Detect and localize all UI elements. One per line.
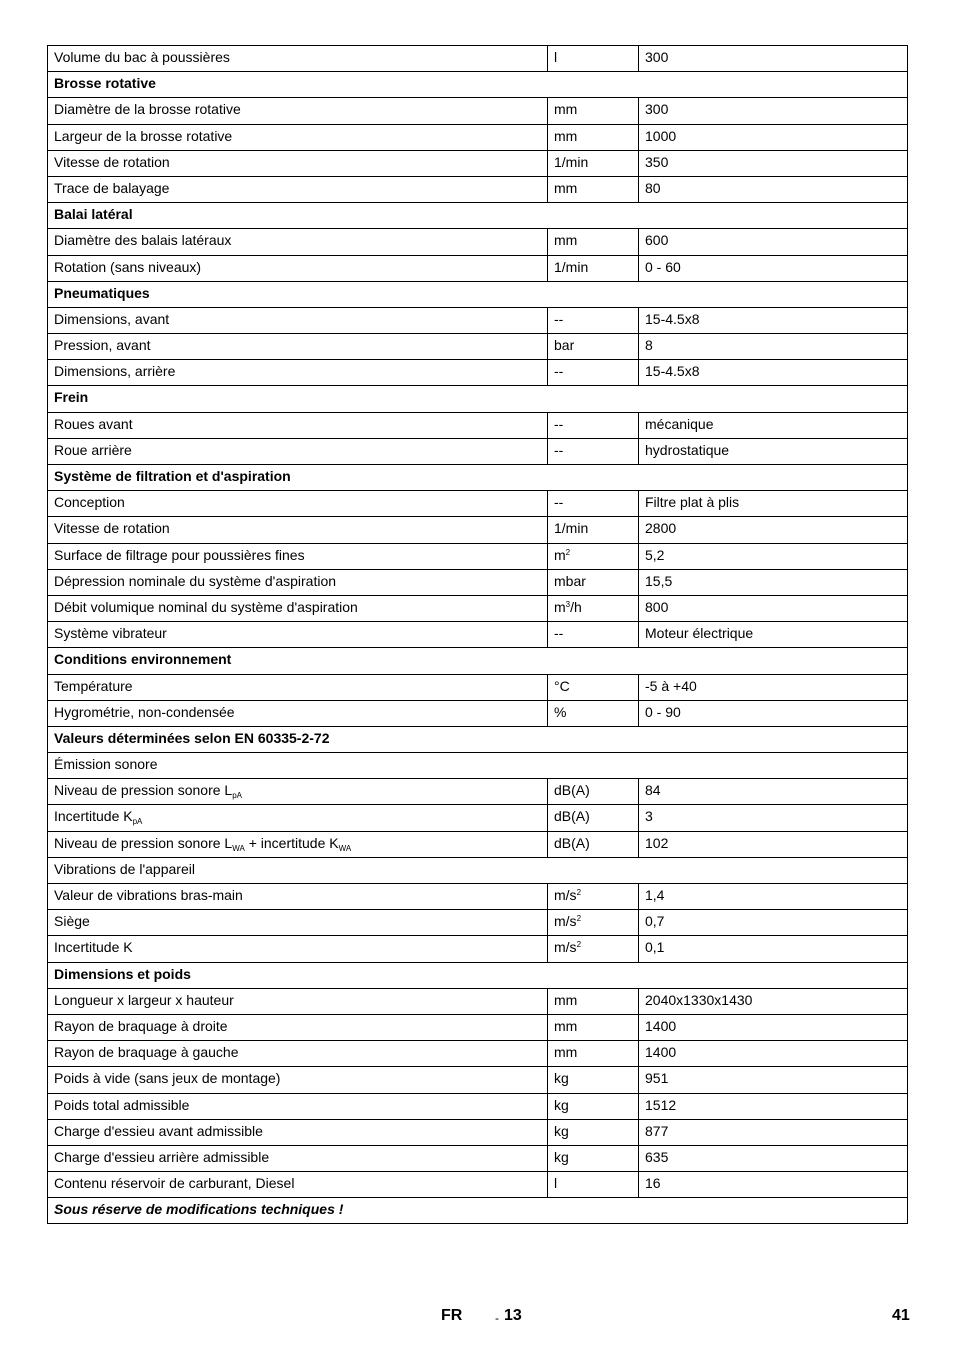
table-row bbox=[48, 1093, 908, 1119]
section-row bbox=[48, 281, 908, 307]
row-unit-text: dB(A) bbox=[554, 808, 590, 825]
row-unit-text: mm bbox=[554, 101, 578, 118]
row-unit-text: mm bbox=[554, 127, 578, 144]
row-label-text: Incertitude K bbox=[54, 939, 133, 956]
row-label-text: Charge d'essieu avant admissible bbox=[54, 1122, 263, 1139]
row-label bbox=[48, 150, 548, 176]
section-title: Système de filtration et d'aspiration bbox=[48, 465, 908, 491]
row-value: 300 bbox=[639, 98, 908, 124]
row-unit bbox=[548, 124, 639, 150]
table-row bbox=[48, 438, 908, 464]
row-unit-text: l bbox=[554, 49, 558, 65]
table-row bbox=[48, 595, 908, 621]
section-title: Valeurs déterminées selon EN 60335-2-72 bbox=[48, 726, 908, 752]
row-value: 102 bbox=[639, 831, 908, 857]
subsection-row bbox=[48, 753, 908, 779]
row-label bbox=[48, 622, 548, 648]
row-label-text: Température bbox=[54, 677, 133, 694]
row-value: 300 bbox=[639, 46, 908, 72]
row-label bbox=[48, 307, 548, 333]
row-unit-text: mm bbox=[554, 1017, 578, 1034]
footer-page-number: 13 bbox=[504, 1307, 522, 1324]
row-unit-text: mm bbox=[554, 991, 578, 1008]
row-unit-text: -- bbox=[554, 441, 564, 458]
row-unit bbox=[548, 412, 639, 438]
row-unit bbox=[548, 360, 639, 386]
subsection-title: Vibrations de l'appareil bbox=[48, 857, 908, 883]
row-label bbox=[48, 936, 548, 962]
row-label bbox=[48, 569, 548, 595]
row-label bbox=[48, 46, 548, 72]
table-row bbox=[48, 360, 908, 386]
table-row bbox=[48, 700, 908, 726]
table-row bbox=[48, 491, 908, 517]
row-label bbox=[48, 412, 548, 438]
row-value: 635 bbox=[639, 1145, 908, 1171]
row-unit-text: mm bbox=[554, 179, 578, 196]
section-title: Balai latéral bbox=[48, 203, 908, 229]
row-unit bbox=[548, 936, 639, 962]
table-row bbox=[48, 1119, 908, 1145]
table-row bbox=[48, 884, 908, 910]
row-unit bbox=[548, 674, 639, 700]
row-label bbox=[48, 1093, 548, 1119]
table-row bbox=[48, 412, 908, 438]
table-row bbox=[48, 1067, 908, 1093]
row-label-text: Poids total admissible bbox=[54, 1096, 190, 1113]
row-value: 15,5 bbox=[639, 569, 908, 595]
note-title: Sous réserve de modifications techniques ! bbox=[48, 1198, 908, 1224]
section-title: Dimensions et poids bbox=[48, 962, 908, 988]
row-value: 2040x1330x1430 bbox=[639, 988, 908, 1014]
row-label bbox=[48, 491, 548, 517]
row-unit bbox=[548, 1041, 639, 1067]
row-label bbox=[48, 910, 548, 936]
row-label-subscript: pA bbox=[232, 791, 243, 801]
table-row bbox=[48, 936, 908, 962]
table-row bbox=[48, 307, 908, 333]
row-unit bbox=[548, 569, 639, 595]
row-unit-text: -- bbox=[554, 310, 564, 327]
row-label-text: Conception bbox=[54, 494, 125, 511]
table-row bbox=[48, 805, 908, 831]
row-label-text: Incertitude K bbox=[54, 808, 133, 825]
subsection-title: Émission sonore bbox=[48, 753, 908, 779]
row-value: 0,1 bbox=[639, 936, 908, 962]
footer-total-page-number: 41 bbox=[892, 1307, 910, 1324]
row-label bbox=[48, 779, 548, 805]
row-unit-text: % bbox=[554, 703, 567, 720]
row-value: 1400 bbox=[639, 1014, 908, 1040]
row-unit bbox=[548, 517, 639, 543]
row-label bbox=[48, 831, 548, 857]
row-value: 3 bbox=[639, 805, 908, 831]
row-unit bbox=[548, 1145, 639, 1171]
row-label bbox=[48, 1172, 548, 1198]
row-unit-superscript: 2 bbox=[576, 940, 582, 950]
table-row bbox=[48, 543, 908, 569]
row-value: 84 bbox=[639, 779, 908, 805]
row-label bbox=[48, 334, 548, 360]
row-label bbox=[48, 124, 548, 150]
row-unit-superscript: 2 bbox=[565, 547, 571, 557]
section-title: Conditions environnement bbox=[48, 648, 908, 674]
row-value: 350 bbox=[639, 150, 908, 176]
row-label-subscript: WA bbox=[232, 843, 245, 853]
row-unit bbox=[548, 884, 639, 910]
section-row bbox=[48, 203, 908, 229]
row-label-text: Diamètre des balais latéraux bbox=[54, 232, 232, 249]
row-unit bbox=[548, 805, 639, 831]
row-label-text: Charge d'essieu arrière admissible bbox=[54, 1148, 270, 1165]
row-label bbox=[48, 98, 548, 124]
row-unit-superscript: 2 bbox=[576, 914, 582, 924]
table-row bbox=[48, 1014, 908, 1040]
row-label-text: Vitesse de rotation bbox=[54, 520, 170, 537]
row-label bbox=[48, 543, 548, 569]
row-unit bbox=[548, 1067, 639, 1093]
row-label bbox=[48, 255, 548, 281]
row-value: 15-4.5x8 bbox=[639, 307, 908, 333]
row-value: 2800 bbox=[639, 517, 908, 543]
row-unit-text: -- bbox=[554, 494, 564, 511]
table-row bbox=[48, 1041, 908, 1067]
row-unit bbox=[548, 831, 639, 857]
row-value: 1,4 bbox=[639, 884, 908, 910]
row-label bbox=[48, 517, 548, 543]
row-unit bbox=[548, 595, 639, 621]
table-row bbox=[48, 1145, 908, 1171]
row-label-text: Niveau de pression sonore L bbox=[54, 782, 233, 799]
row-unit bbox=[548, 307, 639, 333]
footer-dash: - bbox=[495, 1311, 499, 1325]
row-unit-text: kg bbox=[554, 1096, 569, 1113]
row-unit bbox=[548, 176, 639, 202]
row-label-text: Système vibrateur bbox=[54, 625, 167, 642]
row-label-text: Roues avant bbox=[54, 415, 133, 432]
row-value: -5 à +40 bbox=[639, 674, 908, 700]
section-row bbox=[48, 962, 908, 988]
row-label-text: Rotation (sans niveaux) bbox=[54, 258, 202, 275]
row-unit-text: kg bbox=[554, 1148, 569, 1165]
row-unit-text: 1/min bbox=[554, 520, 589, 537]
row-unit-superscript: 2 bbox=[576, 888, 582, 897]
row-unit bbox=[548, 334, 639, 360]
row-label-text: Trace de balayage bbox=[54, 179, 170, 196]
row-unit bbox=[548, 700, 639, 726]
note-row bbox=[48, 1198, 908, 1224]
row-unit-text: m/s bbox=[554, 913, 577, 930]
table-row bbox=[48, 1172, 908, 1198]
section-row bbox=[48, 648, 908, 674]
row-label bbox=[48, 1119, 548, 1145]
row-label bbox=[48, 595, 548, 621]
row-value: 877 bbox=[639, 1119, 908, 1145]
table-row bbox=[48, 831, 908, 857]
section-row bbox=[48, 465, 908, 491]
row-value: 16 bbox=[639, 1172, 908, 1198]
row-label-text: Valeur de vibrations bras-main bbox=[54, 887, 243, 903]
row-unit-text: 1/min bbox=[554, 153, 589, 170]
row-value: 1512 bbox=[639, 1093, 908, 1119]
row-unit-text: °C bbox=[554, 677, 570, 694]
row-unit bbox=[548, 910, 639, 936]
row-label-text: Vitesse de rotation bbox=[54, 153, 170, 170]
row-label-text: Rayon de braquage à gauche bbox=[54, 1044, 239, 1061]
row-label-text: Surface de filtrage pour poussières fines bbox=[54, 546, 305, 563]
section-row bbox=[48, 726, 908, 752]
row-label-text: Contenu réservoir de carburant, Diesel bbox=[54, 1175, 295, 1192]
spec-table bbox=[47, 45, 908, 1224]
row-value: Filtre plat à plis bbox=[639, 491, 908, 517]
row-label-text: Débit volumique nominal du système d'aspiration bbox=[54, 598, 358, 615]
row-value: 15-4.5x8 bbox=[639, 360, 908, 386]
footer-language: FR bbox=[441, 1307, 463, 1324]
row-unit-text: 1/min bbox=[554, 258, 589, 275]
row-unit-text: mm bbox=[554, 232, 578, 249]
row-value: 951 bbox=[639, 1067, 908, 1093]
table-row bbox=[48, 334, 908, 360]
subsection-row bbox=[48, 857, 908, 883]
row-unit bbox=[548, 1093, 639, 1119]
row-unit-text: kg bbox=[554, 1070, 569, 1087]
row-label-text: Poids à vide (sans jeux de montage) bbox=[54, 1070, 281, 1087]
row-value: 0 - 90 bbox=[639, 700, 908, 726]
row-value: 0 - 60 bbox=[639, 255, 908, 281]
row-unit-text: m/s bbox=[554, 939, 577, 956]
row-unit bbox=[548, 1014, 639, 1040]
row-label bbox=[48, 674, 548, 700]
row-unit bbox=[548, 543, 639, 569]
row-label-continuation: + incertitude K bbox=[244, 834, 339, 851]
row-value: 0,7 bbox=[639, 910, 908, 936]
row-value: mécanique bbox=[639, 412, 908, 438]
row-unit-text: mbar bbox=[554, 572, 586, 589]
table-row bbox=[48, 150, 908, 176]
row-label-text: Longueur x largeur x hauteur bbox=[54, 991, 234, 1008]
spec-table-body bbox=[48, 46, 908, 1224]
row-value: Moteur électrique bbox=[639, 622, 908, 648]
row-unit-text: m bbox=[554, 546, 566, 563]
row-label bbox=[48, 1067, 548, 1093]
row-label-text: Hygrométrie, non-condensée bbox=[54, 703, 235, 720]
row-unit bbox=[548, 988, 639, 1014]
section-row bbox=[48, 386, 908, 412]
table-row bbox=[48, 910, 908, 936]
row-value: 1400 bbox=[639, 1041, 908, 1067]
section-title: Pneumatiques bbox=[48, 281, 908, 307]
row-unit bbox=[548, 46, 639, 72]
table-row bbox=[48, 98, 908, 124]
row-value: 8 bbox=[639, 334, 908, 360]
row-unit bbox=[548, 1172, 639, 1198]
row-label-text: Dimensions, arrière bbox=[54, 363, 176, 380]
row-label-text: Pression, avant bbox=[54, 337, 151, 354]
row-label bbox=[48, 438, 548, 464]
row-value: 1000 bbox=[639, 124, 908, 150]
row-unit-text: l bbox=[554, 1175, 558, 1192]
row-label bbox=[48, 988, 548, 1014]
row-label bbox=[48, 176, 548, 202]
table-row bbox=[48, 46, 908, 72]
row-value: 600 bbox=[639, 229, 908, 255]
row-unit-text: -- bbox=[554, 363, 564, 380]
row-label-subscript-2: WA bbox=[338, 843, 352, 853]
row-unit-text: dB(A) bbox=[554, 834, 590, 851]
row-unit bbox=[548, 779, 639, 805]
row-unit bbox=[548, 150, 639, 176]
row-label bbox=[48, 805, 548, 831]
row-label bbox=[48, 884, 548, 910]
section-row bbox=[48, 72, 908, 98]
row-unit bbox=[548, 255, 639, 281]
row-unit-text: kg bbox=[554, 1122, 569, 1139]
table-row bbox=[48, 779, 908, 805]
row-value: 80 bbox=[639, 176, 908, 202]
row-label bbox=[48, 1014, 548, 1040]
table-row bbox=[48, 674, 908, 700]
table-row bbox=[48, 988, 908, 1014]
row-unit-continuation: /h bbox=[570, 598, 582, 615]
row-unit bbox=[548, 1119, 639, 1145]
row-label bbox=[48, 360, 548, 386]
table-row bbox=[48, 622, 908, 648]
section-title: Brosse rotative bbox=[48, 72, 908, 98]
row-label-text: Diamètre de la brosse rotative bbox=[54, 101, 241, 118]
row-unit-text: -- bbox=[554, 415, 564, 432]
row-unit-text: m bbox=[554, 598, 566, 615]
row-value: 5,2 bbox=[639, 543, 908, 569]
row-value: 800 bbox=[639, 595, 908, 621]
row-label-text: Niveau de pression sonore L bbox=[54, 834, 233, 851]
row-label-text: Volume du bac à poussières bbox=[54, 49, 230, 65]
row-unit bbox=[548, 98, 639, 124]
row-label bbox=[48, 700, 548, 726]
row-unit bbox=[548, 491, 639, 517]
table-row bbox=[48, 176, 908, 202]
row-label bbox=[48, 229, 548, 255]
section-title: Frein bbox=[48, 386, 908, 412]
row-unit-text: dB(A) bbox=[554, 782, 590, 799]
table-row bbox=[48, 124, 908, 150]
row-label-text: Dimensions, avant bbox=[54, 310, 170, 327]
row-label-text: Largeur de la brosse rotative bbox=[54, 127, 233, 144]
table-row bbox=[48, 255, 908, 281]
row-label-text: Dépression nominale du système d'aspiration bbox=[54, 572, 337, 589]
row-label bbox=[48, 1145, 548, 1171]
row-unit bbox=[548, 438, 639, 464]
row-unit-text: m/s bbox=[554, 887, 577, 903]
row-label-subscript: pA bbox=[132, 817, 143, 827]
row-label-text: Roue arrière bbox=[54, 441, 132, 458]
row-unit bbox=[548, 229, 639, 255]
row-unit-text: bar bbox=[554, 337, 575, 354]
row-unit-text: -- bbox=[554, 625, 564, 642]
row-unit-text: mm bbox=[554, 1044, 578, 1061]
row-label-text: Siège bbox=[54, 913, 90, 930]
table-row bbox=[48, 569, 908, 595]
row-label-text: Rayon de braquage à droite bbox=[54, 1017, 228, 1034]
table-row bbox=[48, 517, 908, 543]
row-unit bbox=[548, 622, 639, 648]
row-label bbox=[48, 1041, 548, 1067]
row-value: hydrostatique bbox=[639, 438, 908, 464]
row-unit-superscript: 3 bbox=[565, 599, 571, 609]
table-row bbox=[48, 229, 908, 255]
